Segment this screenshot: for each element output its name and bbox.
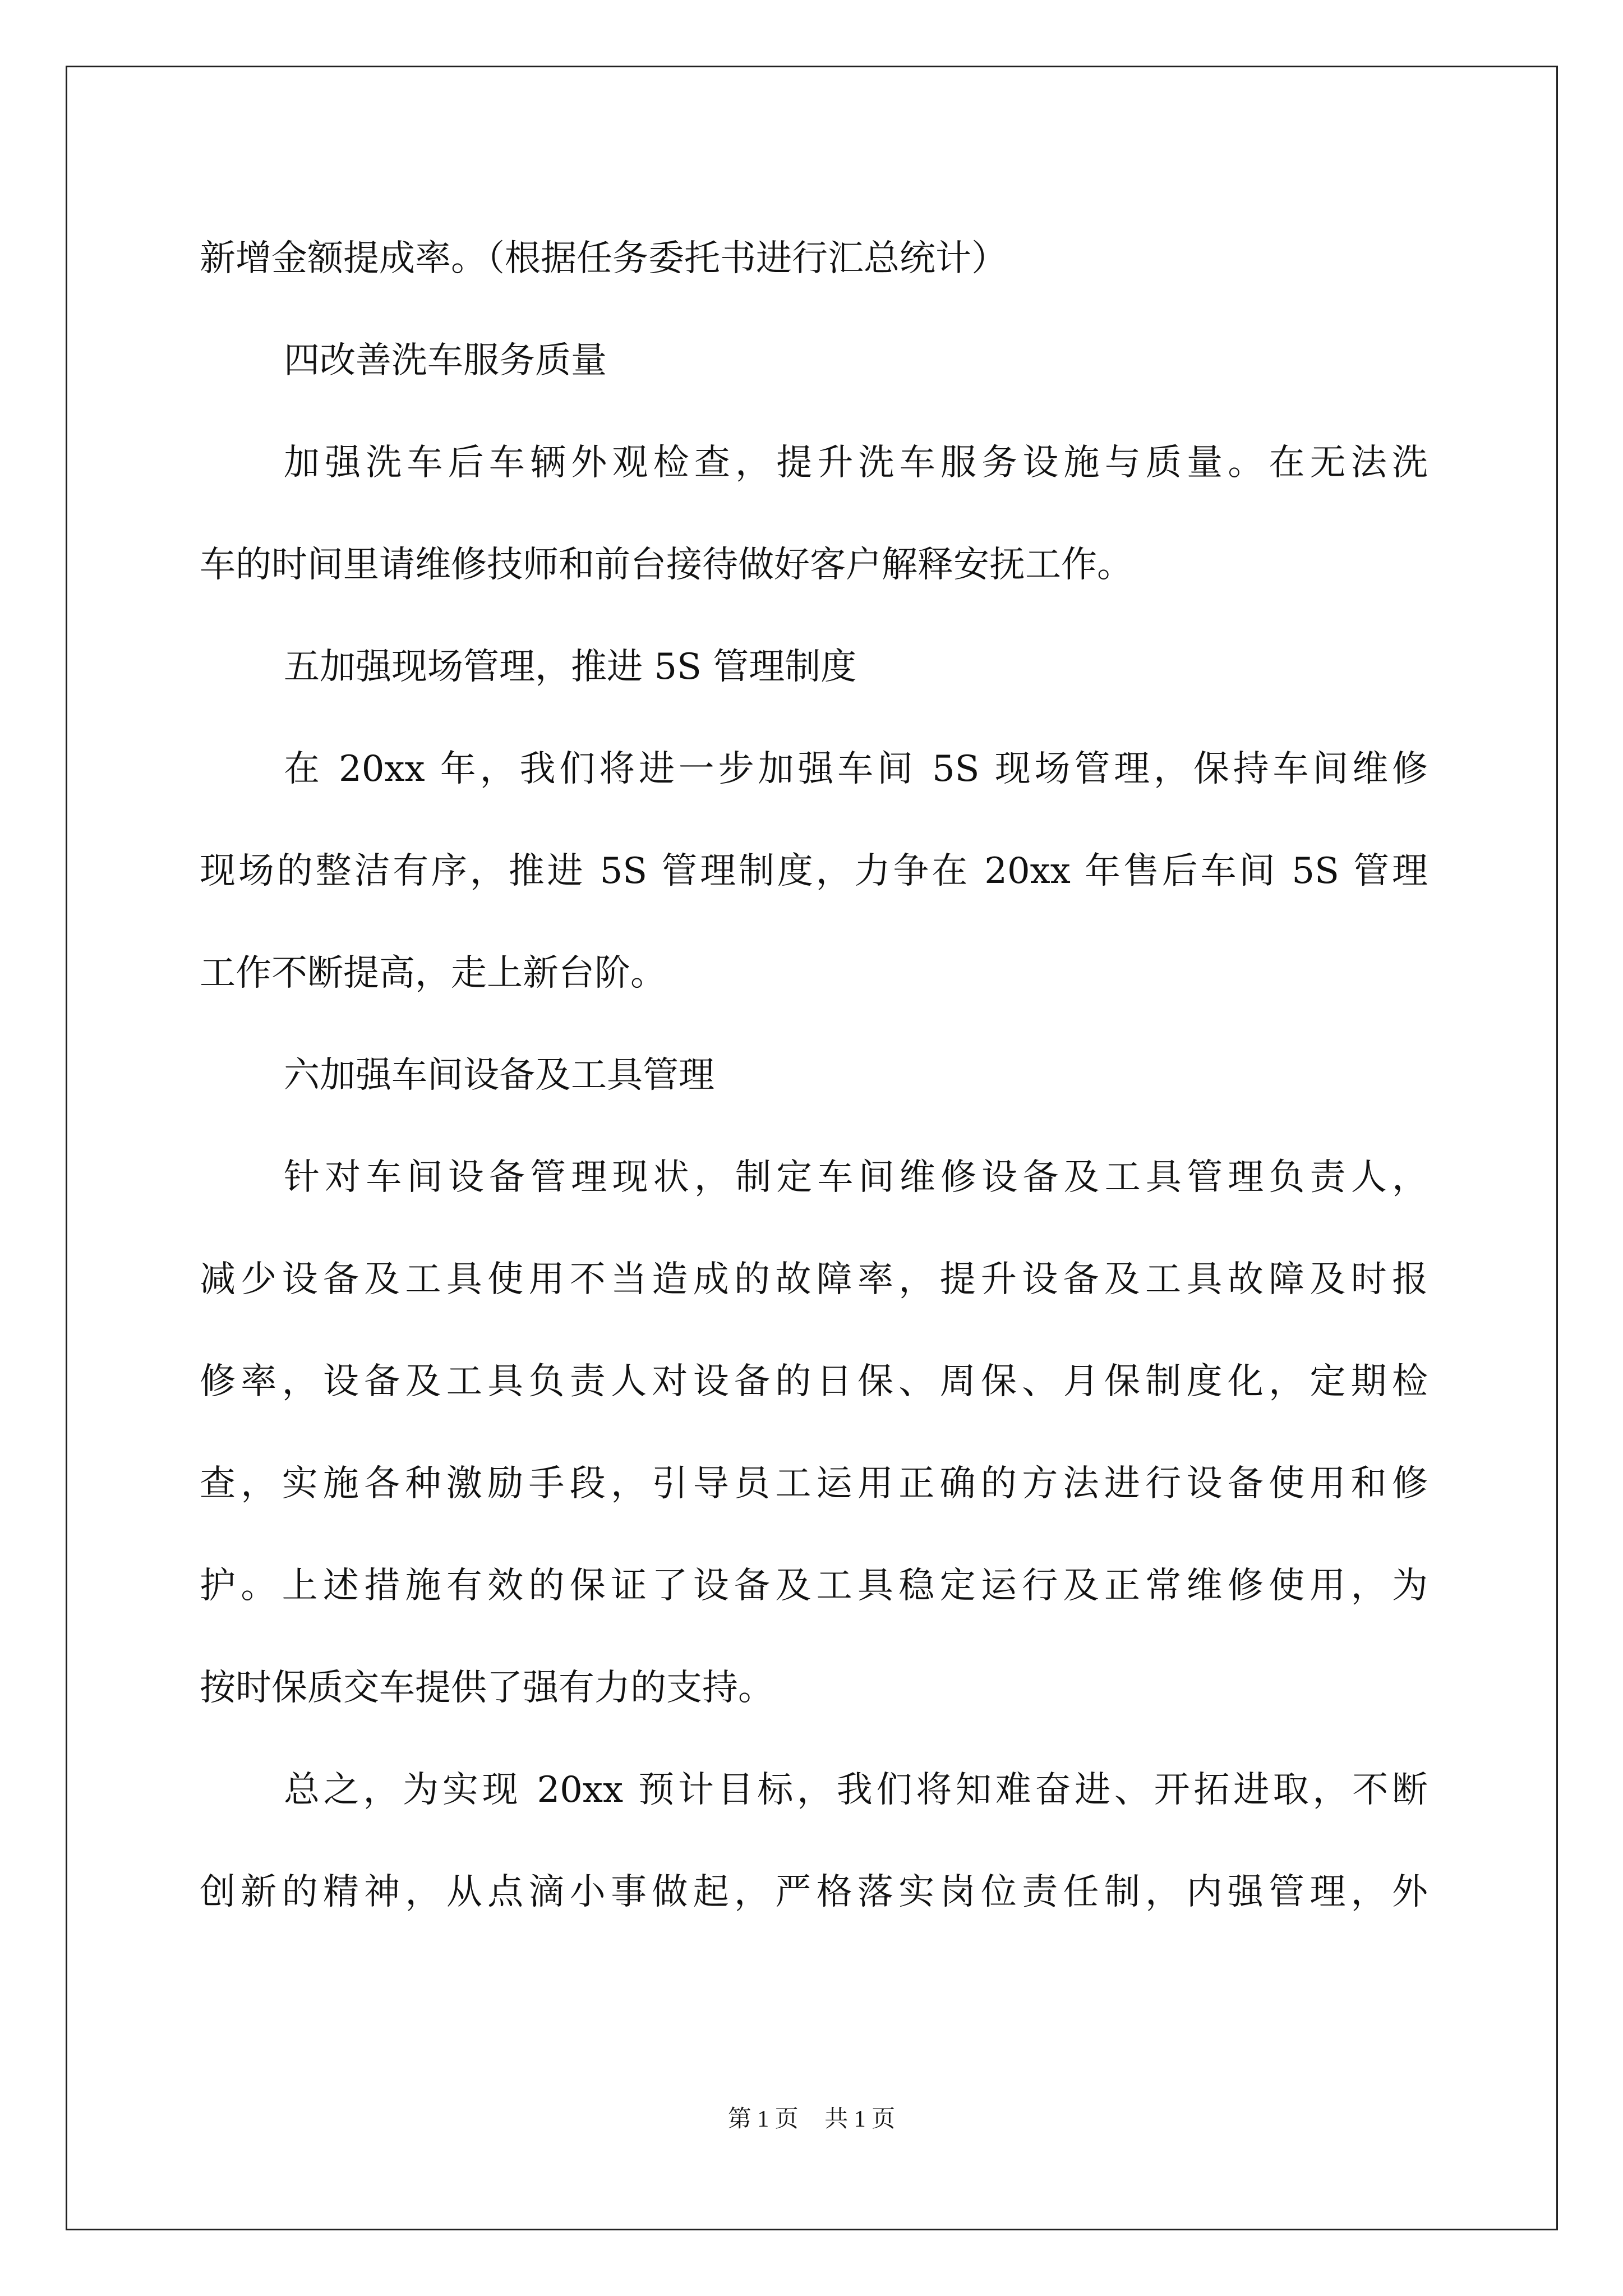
paragraph-line: 创新的精神，从点滴小事做起，严格落实岗位责任制，内强管理，外 <box>200 1871 1428 1913</box>
paragraph-line: 查，实施各种激励手段，引导员工运用正确的方法进行设备使用和修 <box>200 1463 1428 1504</box>
section-heading: 五加强现场管理，推进 5S 管理制度 <box>284 646 857 688</box>
document-body <box>200 208 1428 1943</box>
page-total: 共 1 页 <box>824 2106 896 2132</box>
paragraph-line: 新增金额提成率。（根据任务委托书进行汇总统计） <box>200 238 1007 279</box>
paragraph-line: 按时保质交车提供了强有力的支持。 <box>200 1667 774 1709</box>
paragraph-line: 现场的整洁有序，推进 5S 管理制度，力争在 20xx 年售后车间 5S 管理 <box>200 850 1428 892</box>
paragraph-line: 护。上述措施有效的保证了设备及工具稳定运行及正常维修使用，为 <box>200 1565 1428 1607</box>
section-heading: 四改善洗车服务质量 <box>284 340 607 381</box>
paragraph-line: 减少设备及工具使用不当造成的故障率，提升设备及工具故障及时报 <box>200 1259 1428 1300</box>
page-number: 第 1 页 <box>727 2106 799 2132</box>
page-footer <box>0 2100 1623 2134</box>
paragraph-line: 修率，设备及工具负责人对设备的日保、周保、月保制度化，定期检 <box>200 1361 1428 1402</box>
paragraph-line: 车的时间里请维修技师和前台接待做好客户解释安抚工作。 <box>200 544 1133 586</box>
paragraph-line: 针对车间设备管理现状，制定车间维修设备及工具管理负责人， <box>284 1157 1428 1198</box>
section-heading: 六加强车间设备及工具管理 <box>284 1055 714 1096</box>
paragraph-line: 工作不断提高，走上新台阶。 <box>200 953 666 994</box>
paragraph-line: 加强洗车后车辆外观检查，提升洗车服务设施与质量。在无法洗 <box>284 442 1428 484</box>
paragraph-line: 总之，为实现 20xx 预计目标，我们将知难奋进、开拓进取，不断 <box>284 1769 1428 1811</box>
paragraph-line: 在 20xx 年，我们将进一步加强车间 5S 现场管理，保持车间维修 <box>284 748 1428 790</box>
